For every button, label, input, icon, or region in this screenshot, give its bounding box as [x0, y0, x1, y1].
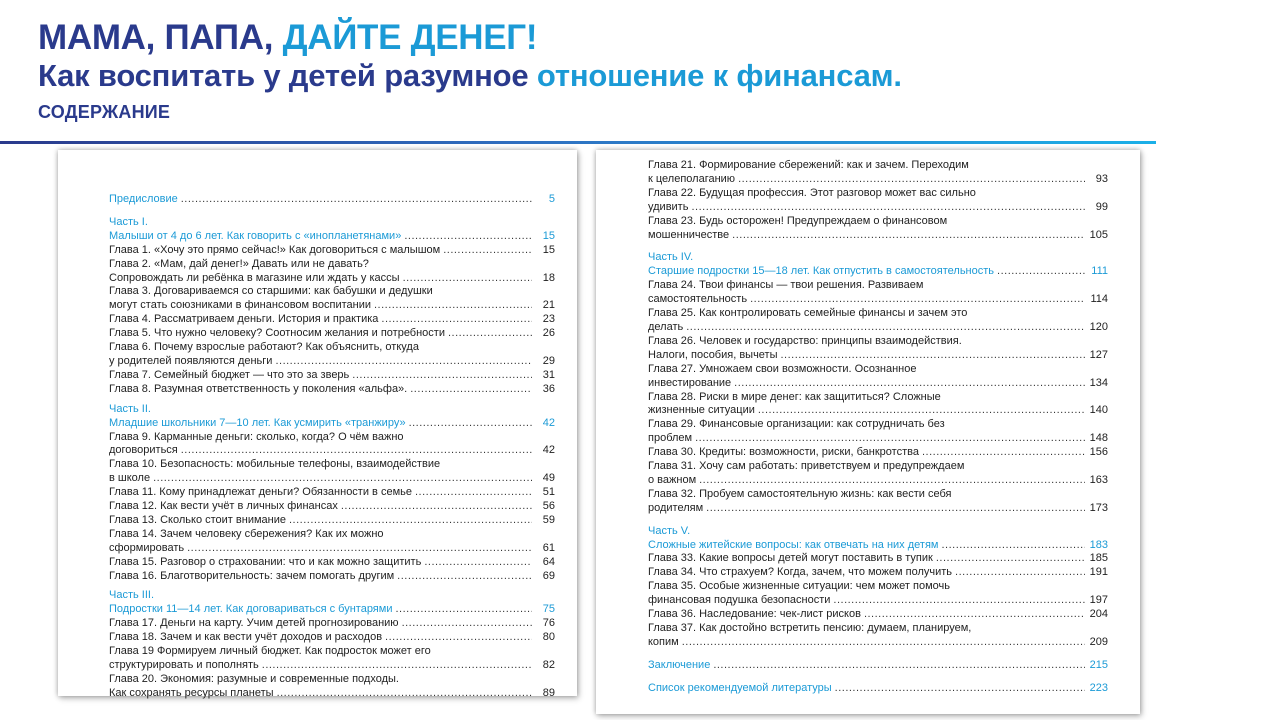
toc-entry: Глава 31. Хочу сам работать: приветствуем и предупреждаем — [648, 460, 965, 473]
toc-entry: копим ..... 209 — [648, 636, 1108, 650]
toc-entry-bibliography: Список рекомендуемой литературы ..... 223 — [648, 682, 1108, 696]
toc-entry: Глава 1. «Хочу это прямо сейчас!» Как договориться с малышом ..... 15 — [109, 244, 555, 258]
toc-entry: делать ..... 120 — [648, 321, 1108, 335]
toc-entry: Глава 24. Твои финансы — твои решения. Развиваем — [648, 279, 924, 292]
toc-entry: Глава 8. Разумная ответственность у поколения «альфа». ..... 36 — [109, 383, 555, 397]
toc-entry: Глава 18. Зачем и как вести учёт доходов и расходов ..... 80 — [109, 631, 555, 645]
toc-entry: удивить ..... 99 — [648, 201, 1108, 215]
toc-entry: Глава 23. Будь осторожен! Предупреждаем о финансовом — [648, 214, 948, 227]
toc-entry: у родителей появляются деньги ..... 29 — [109, 355, 555, 369]
toc-entry: мошенничестве ..... 105 — [648, 229, 1108, 243]
header-divider — [0, 141, 1156, 144]
toc-entry: Глава 12. Как вести учёт в личных финансах ..... 56 — [109, 500, 555, 514]
toc-entry: Глава 25. Как контролировать семейные финансы и зачем это — [648, 307, 968, 320]
toc-entry: сформировать ..... 61 — [109, 542, 555, 556]
toc-entry: Глава 21. Формирование сбережений: как и зачем. Переходим — [648, 159, 969, 171]
toc-entry: Налоги, пособия, вычеты ..... 127 — [648, 349, 1108, 363]
toc-entry: родителям ..... 173 — [648, 502, 1108, 516]
toc-entry: Глава 37. Как достойно встретить пенсию: думаем, планируем, — [648, 622, 972, 634]
toc-entry: Глава 6. Почему взрослые работают? Как объяснить, откуда — [109, 341, 419, 354]
slide-header — [38, 18, 902, 124]
part-label: Часть IV. — [648, 251, 694, 264]
toc-entry: Глава 35. Особые жизненные ситуации: чем может помочь — [648, 580, 950, 593]
toc-entry: Глава 15. Разговор о страховании: что и как можно защитить ..... 64 — [109, 556, 555, 570]
toc-entry: Глава 33. Какие вопросы детей могут поставить в тупик ..... 185 — [648, 552, 1108, 566]
part-title: Старшие подростки 15—18 лет. Как отпустить в самостоятельность ..... 111 — [648, 265, 1108, 279]
toc-entry: финансовая подушка безопасности ..... 197 — [648, 594, 1108, 608]
toc-entry: Глава 9. Карманные деньги: сколько, когда? О чём важно — [109, 430, 404, 443]
book-subtitle — [38, 58, 902, 94]
toc-entry: Глава 5. Что нужно человеку? Соотносим желания и потребности ..... 26 — [109, 327, 555, 341]
subtitle-part2: отношение к финансам. — [536, 58, 902, 93]
toc-entry: в школе ..... 49 — [109, 472, 555, 486]
toc-list-right — [648, 159, 1108, 696]
toc-entry: Глава 36. Наследование: чек-лист рисков ..... 204 — [648, 608, 1108, 622]
toc-entry: Глава 27. Умножаем свои возможности. Осознанное — [648, 362, 917, 375]
title-part-daite: ДАЙТЕ ДЕНЕГ! — [282, 18, 538, 57]
toc-entry: Глава 20. Экономия: разумные и современные подходы. — [109, 672, 399, 685]
part-title: Подростки 11—14 лет. Как договариваться с бунтарями ..... 75 — [109, 603, 555, 617]
toc-entry: Глава 2. «Мам, дай денег!» Давать или не давать? — [109, 257, 369, 270]
toc-entry-preface: Предисловие ..... 5 — [109, 193, 555, 207]
title-part-papa: ПАПА, — [164, 18, 283, 57]
part-label: Часть III. — [109, 589, 154, 602]
part-label: Часть V. — [648, 524, 691, 537]
toc-entry: проблем ..... 148 — [648, 432, 1108, 446]
toc-entry: Глава 7. Семейный бюджет — что это за зверь ..... 31 — [109, 369, 555, 383]
toc-entry: Глава 17. Деньги на карту. Учим детей прогнозированию ..... 76 — [109, 617, 555, 631]
toc-entry: Глава 4. Рассматриваем деньги. История и практика ..... 23 — [109, 313, 555, 327]
toc-entry: Глава 19 Формируем личный бюджет. Как подросток может его — [109, 645, 431, 658]
toc-entry: жизненные ситуации ..... 140 — [648, 404, 1108, 418]
subtitle-part1: Как воспитать у детей разумное — [38, 58, 537, 93]
toc-entry: к целеполаганию ..... 93 — [648, 173, 1108, 187]
toc-page-left — [58, 150, 577, 699]
toc-entry: Глава 34. Что страхуем? Когда, зачем, что можем получить ..... 191 — [648, 566, 1108, 580]
part-label: Часть II. — [109, 402, 151, 415]
toc-entry: Глава 22. Будущая профессия. Этот разговор может вас сильно — [648, 186, 976, 199]
toc-list-left — [109, 193, 555, 701]
toc-entry: могут стать союзниками в финансовом воспитании ..... 21 — [109, 299, 555, 313]
toc-entry: Глава 30. Кредиты: возможности, риски, банкротства ..... 156 — [648, 446, 1108, 460]
toc-entry: Как сохранять ресурсы планеты ..... 89 — [109, 687, 555, 701]
toc-entry-conclusion: Заключение ..... 215 — [648, 659, 1108, 673]
toc-entry: Глава 16. Благотворительность: зачем помогать другим ..... 69 — [109, 570, 555, 584]
toc-entry: Глава 14. Зачем человеку сбережения? Как их можно — [109, 527, 384, 540]
toc-entry: Глава 29. Финансовые организации: как сотрудничать без — [648, 418, 945, 431]
toc-entry: структурировать и пополнять ..... 82 — [109, 659, 555, 673]
toc-entry: Глава 3. Договариваемся со старшими: как бабушки и дедушки — [109, 285, 433, 298]
toc-page-right — [596, 150, 1140, 714]
part-label: Часть I. — [109, 215, 148, 228]
toc-entry: Глава 26. Человек и государство: принципы взаимодействия. — [648, 334, 962, 347]
toc-entry: Глава 13. Сколько стоит внимание ..... 59 — [109, 514, 555, 528]
toc-entry: договориться ..... 42 — [109, 444, 555, 458]
book-title — [38, 18, 902, 58]
part-title: Младшие школьники 7—10 лет. Как усмирить «транжиру» ..... 42 — [109, 417, 555, 431]
toc-entry: Глава 10. Безопасность: мобильные телефоны, взаимодействие — [109, 458, 441, 471]
toc-entry: Глава 32. Пробуем самостоятельную жизнь: как вести себя — [648, 487, 952, 500]
toc-entry: Сопровождать ли ребёнка в магазине или ждать у кассы ..... 18 — [109, 272, 555, 286]
part-title: Малыши от 4 до 6 лет. Как говорить с «инопланетянами» ..... 15 — [109, 230, 555, 244]
toc-entry: о важном ..... 163 — [648, 474, 1108, 488]
section-heading: СОДЕРЖАНИЕ — [38, 102, 171, 122]
part-title: Сложные житейские вопросы: как отвечать на них детям ..... 183 — [648, 539, 1108, 553]
toc-entry: Глава 11. Кому принадлежат деньги? Обязанности в семье ..... 51 — [109, 486, 555, 500]
toc-entry: Глава 28. Риски в мире денег: как защититься? Сложные — [648, 390, 941, 403]
toc-entry: самостоятельность ..... 114 — [648, 293, 1108, 307]
title-part-mama: МАМА, — [38, 18, 165, 57]
toc-entry: инвестирование ..... 134 — [648, 377, 1108, 391]
